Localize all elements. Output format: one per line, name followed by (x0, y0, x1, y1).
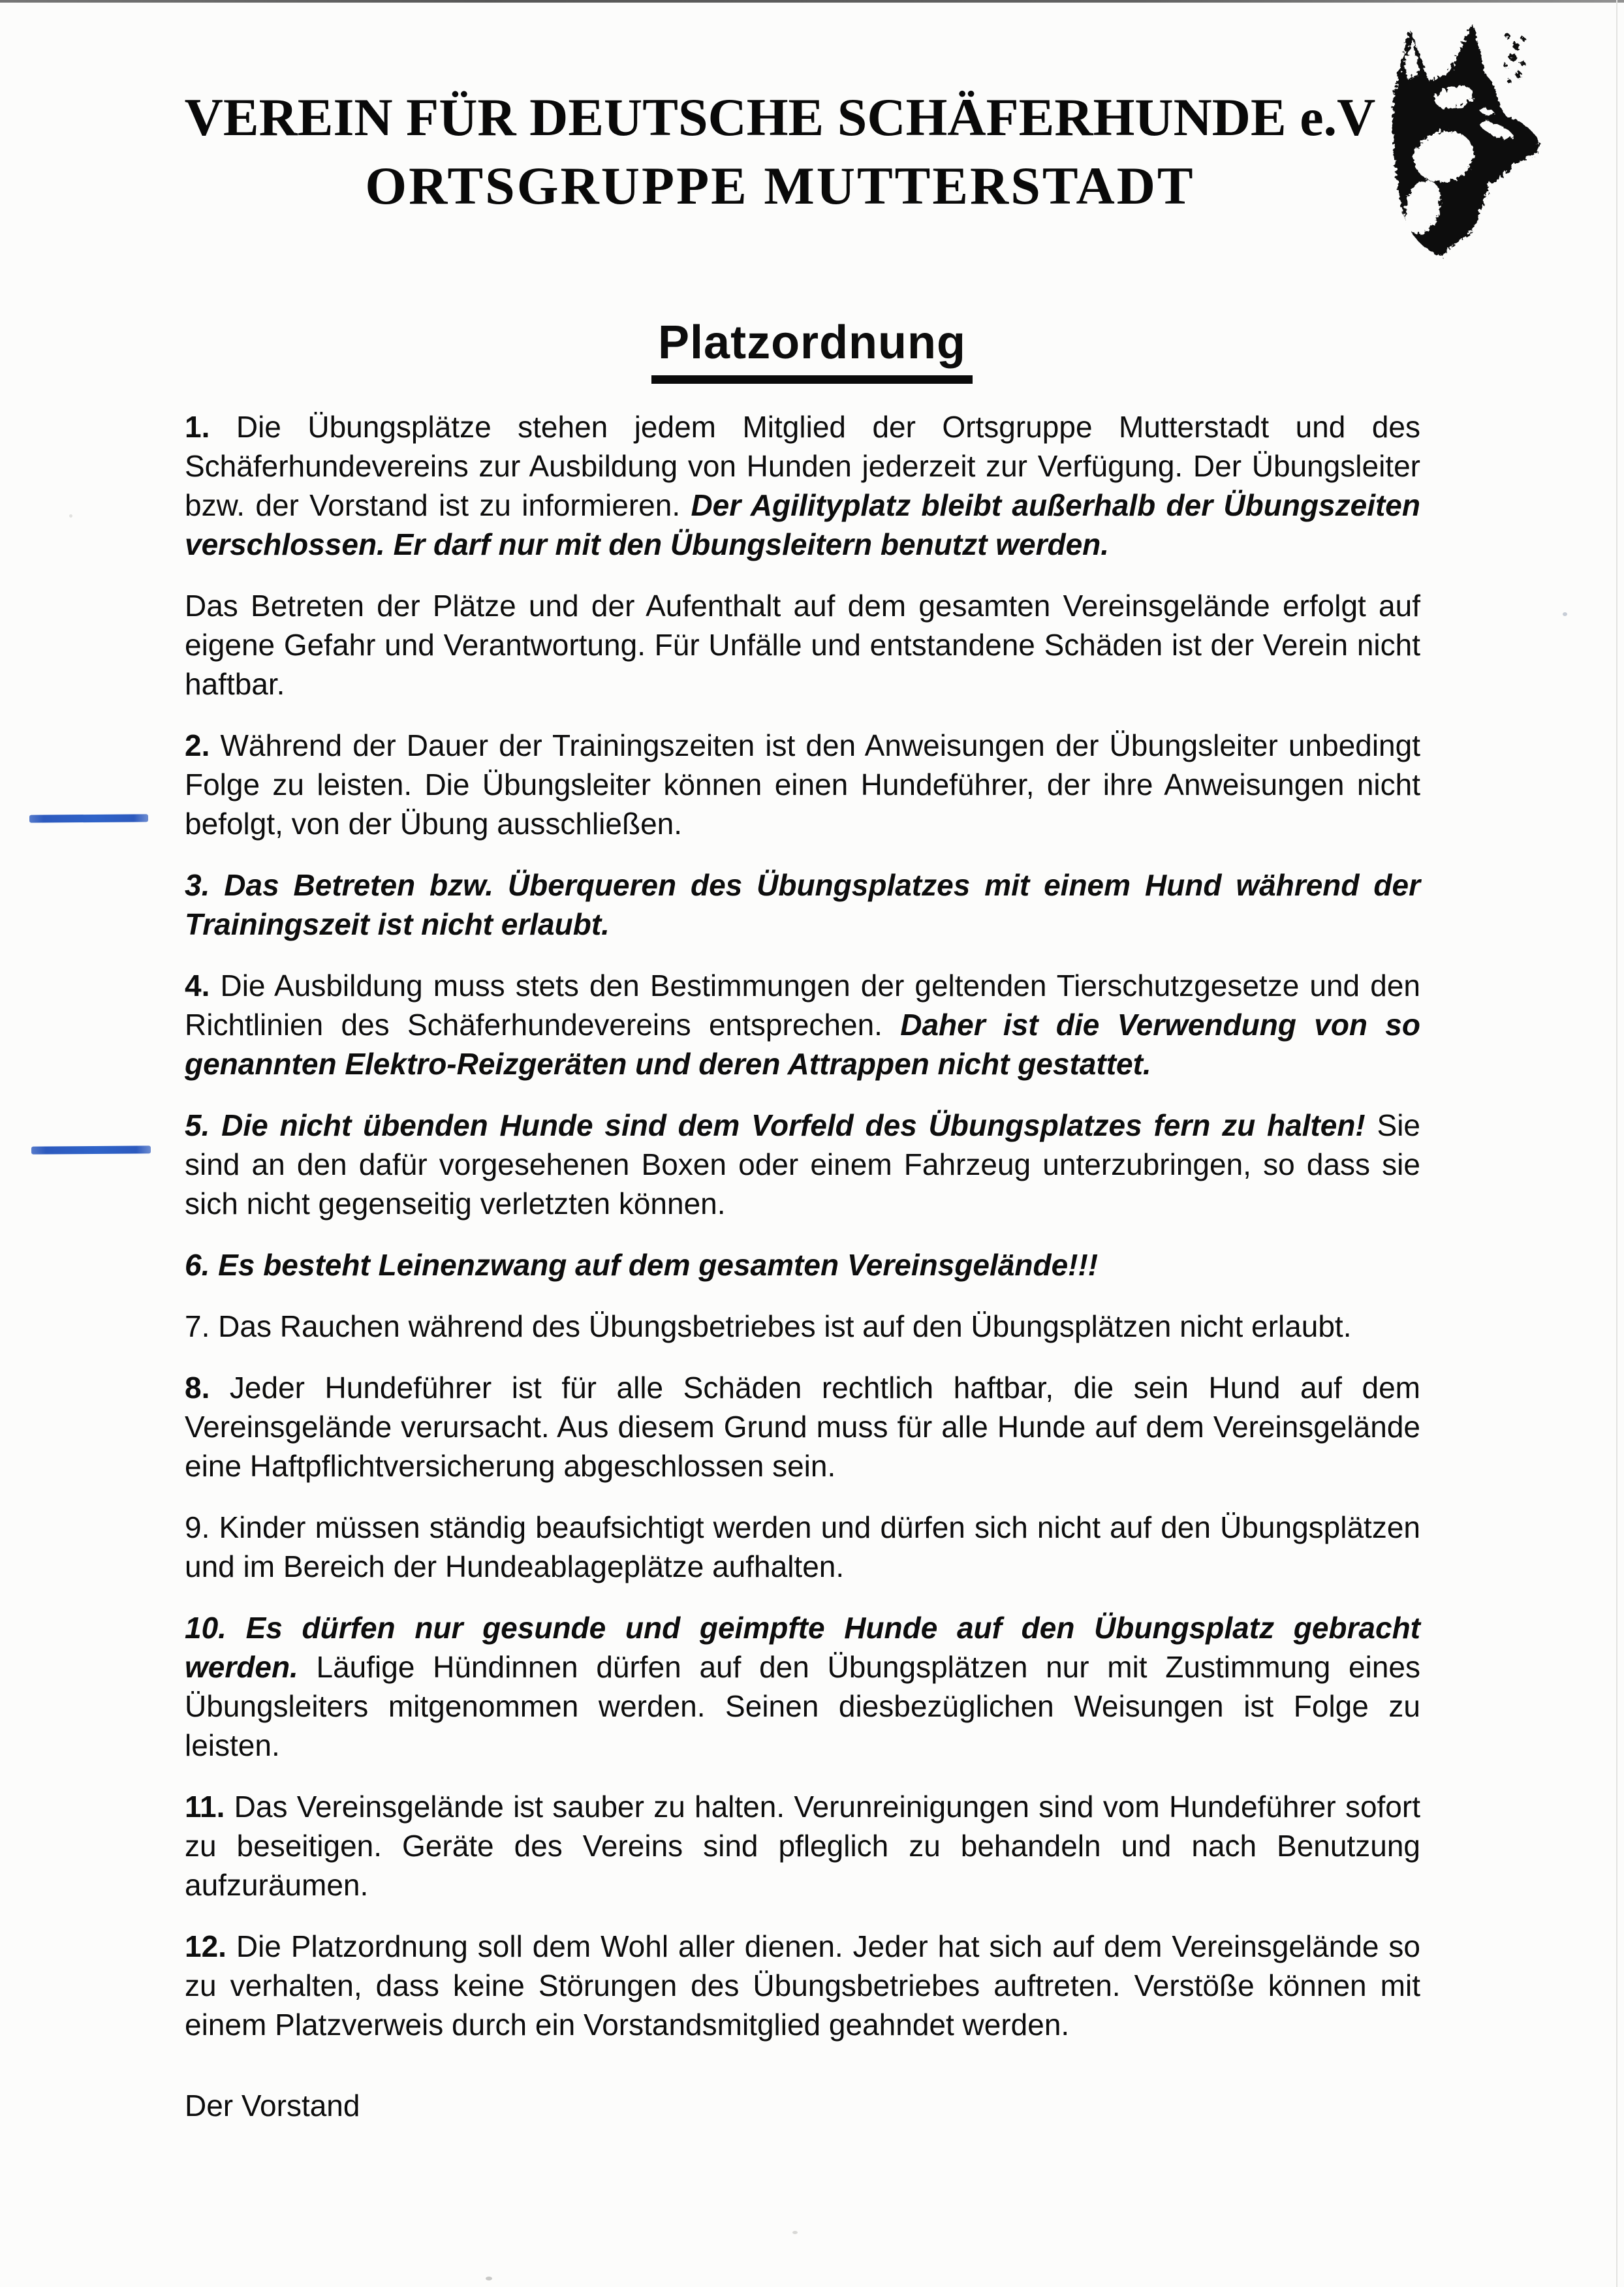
rule-text-segment: Es besteht Leinenzwang auf dem gesamten Vereinsgelände!!! (218, 1248, 1099, 1282)
rule-paragraph-12 (185, 1927, 1420, 2044)
rule-text-segment: Die Platzordnung soll dem Wohl aller dienen. Jeder hat sich auf dem Vereinsgelände so zu verhalten, dass keine Störungen des Übungsbetriebes auftreten. Verstöße können mit einem Platzverweis durch ein Vorstandsmitglied geahndet werden. (185, 1929, 1420, 2042)
rule-paragraph-4 (185, 966, 1420, 1083)
org-subtitle: ORTSGRUPPE MUTTERSTADT (365, 156, 1195, 215)
rule-number: 6. (185, 1248, 219, 1282)
rule-number: 10. (185, 1611, 246, 1645)
rule-number: 9. (185, 1510, 219, 1544)
rule-paragraph-9 (185, 1508, 1420, 1586)
rule-paragraph-11 (185, 1787, 1420, 1905)
rule-text-segment: Kinder müssen ständig beaufsichtigt werden und dürfen sich nicht auf den Übungsplätzen und im Bereich der Hundeablageplätze aufhalten. (185, 1510, 1420, 1583)
german-shepherd-head-icon (1367, 18, 1545, 261)
rules-body (185, 407, 1420, 2155)
rule-number: 11. (185, 1790, 234, 1824)
document-title: Platzordnung (651, 315, 973, 384)
rule-paragraph-5 (185, 1106, 1420, 1223)
rule-text-segment: Der Agilityplatz bleibt außerhalb der Übungszeiten verschlossen. Er darf nur mit den Übungsleitern benutzt werden. (185, 488, 1420, 561)
rule-paragraph-3 (185, 865, 1420, 944)
rule-text-segment: Während der Dauer der Trainingszeiten ist den Anweisungen der Übungsleiter unbedingt Folge zu leisten. Die Übungsleiter können einen Hundeführer, der ihre Anweisungen nicht befolgt, von der Übung ausschließen. (185, 728, 1420, 841)
closing-signature: Der Vorstand (185, 2089, 360, 2123)
rule-text-segment: Es dürfen nur gesunde und geimpfte Hunde auf den Übungsplatz gebracht werden. (185, 1611, 1420, 1684)
rule-text-segment: Die Übungsplätze stehen jedem Mitglied der Ortsgruppe Mutterstadt und des Schäferhundevereins zur Ausbildung von Hunden jederzeit zur Verfügung. Der Übungsleiter bzw. der Vorstand ist zu informieren. (185, 410, 1420, 522)
org-name: VEREIN FÜR DEUTSCHE SCHÄFERHUNDE e.V (184, 87, 1376, 147)
rule-number: 8. (185, 1371, 230, 1405)
rule-number: 1. (185, 410, 236, 444)
rule-paragraph-1 (185, 407, 1420, 564)
letterhead (0, 84, 1560, 221)
rule-paragraph (185, 586, 1420, 704)
rule-text-segment: Die nicht übenden Hunde sind dem Vorfeld des Übungsplatzes fern zu halten! (221, 1108, 1377, 1142)
rule-paragraph-6 (185, 1245, 1420, 1284)
scan-speck (69, 514, 72, 518)
rule-number: 5. (185, 1108, 222, 1142)
rule-number: 3. (185, 868, 225, 902)
title-row (0, 315, 1624, 384)
rule-text-segment: Die Ausbildung muss stets den Bestimmungen der geltenden Tierschutzgesetze und den Richtlinien des Schäferhundevereins entsprechen. (185, 969, 1420, 1042)
scan-artifact-top-edge (0, 0, 1624, 3)
rule-text-segment: Das Betreten der Plätze und der Aufenthalt auf dem gesamten Vereinsgelände erfolgt auf eigene Gefahr und Verantwortung. Für Unfälle und entstandene Schäden ist der Verein nicht haftbar. (185, 589, 1420, 701)
rule-text-segment: Das Rauchen während des Übungsbetriebes ist auf den Übungsplätzen nicht erlaubt. (218, 1309, 1352, 1343)
ballpoint-margin-mark-1 (29, 814, 148, 822)
rule-paragraph-2 (185, 726, 1420, 843)
rule-number: 4. (185, 969, 221, 1003)
rule-paragraph-8 (185, 1368, 1420, 1486)
rule-text-segment: Daher ist die Verwendung von so genannten Elektro-Reizgeräten und deren Attrappen nicht gestattet. (185, 1008, 1420, 1081)
rule-text-segment: Das Vereinsgelände ist sauber zu halten. Verunreinigungen sind vom Hundeführer sofort zu beseitigen. Geräte des Vereins sind pfleglich zu behandeln und nach Benutzung aufzuräumen. (185, 1790, 1420, 1902)
rules-list (185, 407, 1420, 2044)
rule-paragraph-10 (185, 1608, 1420, 1765)
rule-text-segment: Läufige Hündinnen dürfen auf den Übungsplätzen nur mit Zustimmung eines Übungsleiters mitgenommen werden. Seinen diesbezüglichen Weisungen ist Folge zu leisten. (185, 1650, 1420, 1762)
rule-text-segment: Sie sind an den dafür vorgesehenen Boxen oder einem Fahrzeug unterzubringen, so dass sie sich nicht gegenseitig verletzten können. (185, 1108, 1420, 1221)
rule-text-segment: Das Betreten bzw. Überqueren des Übungsplatzes mit einem Hund während der Trainingszeit ist nicht erlaubt. (185, 868, 1420, 941)
rule-paragraph-7 (185, 1307, 1420, 1346)
rule-text-segment: Jeder Hundeführer ist für alle Schäden rechtlich haftbar, die sein Hund auf dem Vereinsgelände verursacht. Aus diesem Grund muss für alle Hunde auf dem Vereinsgelände eine Haftpflichtversicherung abgeschlossen sein. (185, 1371, 1420, 1483)
rule-number: 2. (185, 728, 221, 762)
scan-speck (1563, 612, 1567, 616)
scan-speck (486, 2277, 492, 2280)
ballpoint-margin-mark-2 (31, 1145, 151, 1154)
rule-number: 12. (185, 1929, 236, 1963)
scan-speck (792, 2231, 798, 2234)
rule-number: 7. (185, 1309, 219, 1343)
